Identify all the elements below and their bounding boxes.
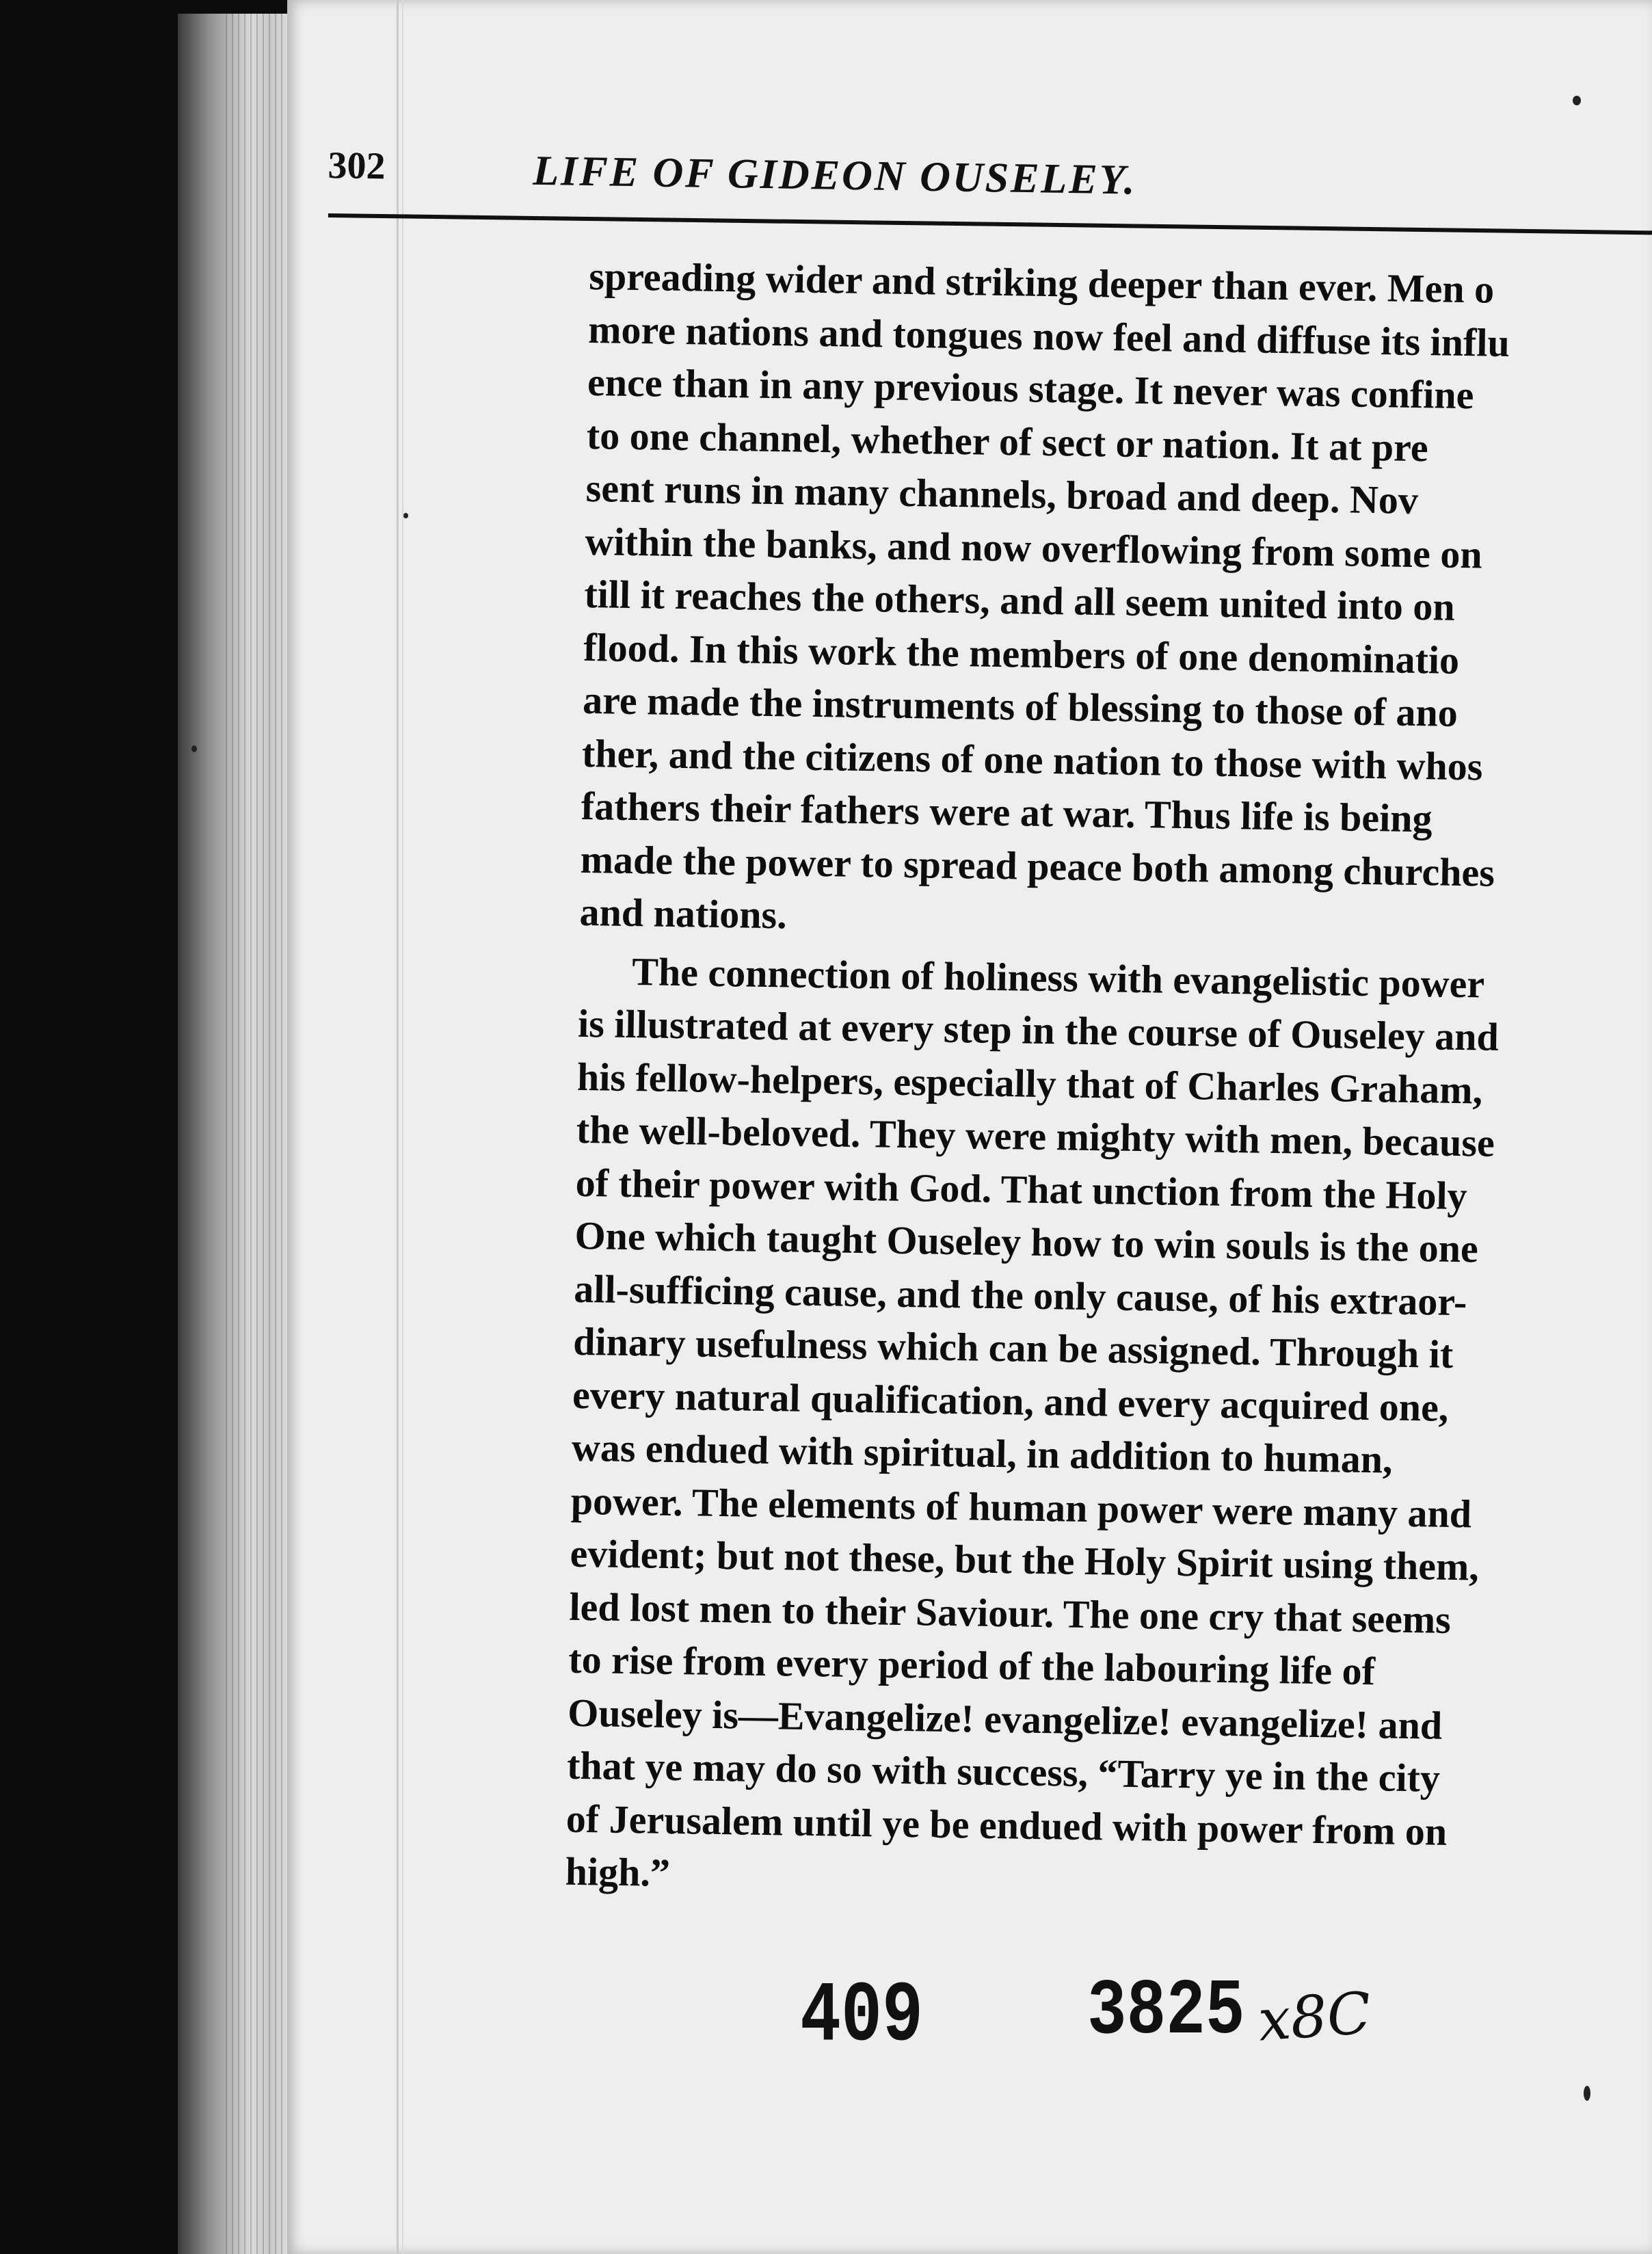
scan-speck	[403, 513, 408, 518]
text-line: dinary usefulness which can be assigned. Through it	[572, 1318, 1454, 1377]
handwritten-mark: x8C	[1255, 1979, 1374, 2054]
gutter-line-inner	[402, 0, 403, 2254]
page-number: 302	[328, 144, 386, 188]
library-stamps	[800, 1967, 1552, 2072]
stamp-number: 409	[800, 1970, 924, 2067]
text-line: every natural qualification, and every acquired one,	[572, 1372, 1449, 1430]
text-line: all-sufficing cause, and the only cause, of his extraor-	[573, 1266, 1467, 1324]
text-line: to one channel, whether of sect or nation. It at pre	[586, 412, 1429, 470]
scan-speck	[1584, 2086, 1590, 2101]
text-line: that ye may do so with success, “Tarry ye in the city	[566, 1742, 1441, 1801]
text-line: more nations and tongues now feel and diffuse its influ	[587, 306, 1510, 365]
text-line: ence than in any previous stage. It never was confine	[587, 359, 1474, 418]
body-text	[565, 250, 1652, 1914]
text-line: ther, and the citizens of one nation to those with whos	[581, 730, 1483, 788]
paragraph	[565, 944, 1652, 1913]
text-line: till it reaches the others, and all seem united into on	[584, 571, 1456, 629]
text-line: sent runs in many channels, broad and deep. Nov	[585, 465, 1419, 523]
running-title: LIFE OF GIDEON OUSELEY.	[532, 147, 1138, 204]
paragraph	[579, 250, 1652, 955]
text-line: fathers their fathers were at war. Thus life is being	[581, 783, 1433, 841]
text-line: evident; but not these, but the Holy Spirit using them,	[570, 1530, 1480, 1589]
text-line: The connection of holiness with evangelistic power	[631, 949, 1485, 1007]
scan-speck	[191, 745, 197, 752]
text-line: led lost men to their Saviour. The one cry that seems	[569, 1584, 1452, 1642]
text-line: and nations.	[579, 889, 788, 938]
text-line: power. The elements of human power were many and	[570, 1478, 1472, 1536]
text-line: of their power with God. That unction from the Holy	[575, 1160, 1468, 1218]
text-line: are made the instruments of blessing to those of ano	[582, 677, 1458, 735]
gutter-line	[397, 0, 399, 2254]
text-line: to rise from every period of the labouring life of	[568, 1636, 1376, 1694]
text-line: One which taught Ouseley how to win souls is the one	[574, 1212, 1479, 1271]
text-line: the well-beloved. They were mighty with men, because	[576, 1106, 1495, 1165]
text-line: within the banks, and now overflowing from some on	[585, 518, 1483, 576]
text-line: his fellow-helpers, especially that of Charles Graham,	[576, 1054, 1483, 1113]
text-line: spreading wider and striking deeper than ever. Men o	[588, 253, 1495, 312]
text-line: Ouseley is—Evangelize! evangelize! evangelize! and	[567, 1690, 1443, 1748]
text-line: high.”	[565, 1848, 671, 1896]
text-line: was endued with spiritual, in addition to human,	[571, 1424, 1393, 1482]
stamp-accession: 3825	[1087, 1967, 1245, 2056]
text-line: made the power to spread peace both among churches	[580, 836, 1495, 895]
text-line: is illustrated at every step in the course of Ouseley and	[577, 1000, 1500, 1059]
text-line: flood. In this work the members of one denominatio	[583, 624, 1460, 682]
scan-speck	[1573, 96, 1581, 105]
text-line: of Jerusalem until ye be endued with power from on	[565, 1796, 1448, 1854]
